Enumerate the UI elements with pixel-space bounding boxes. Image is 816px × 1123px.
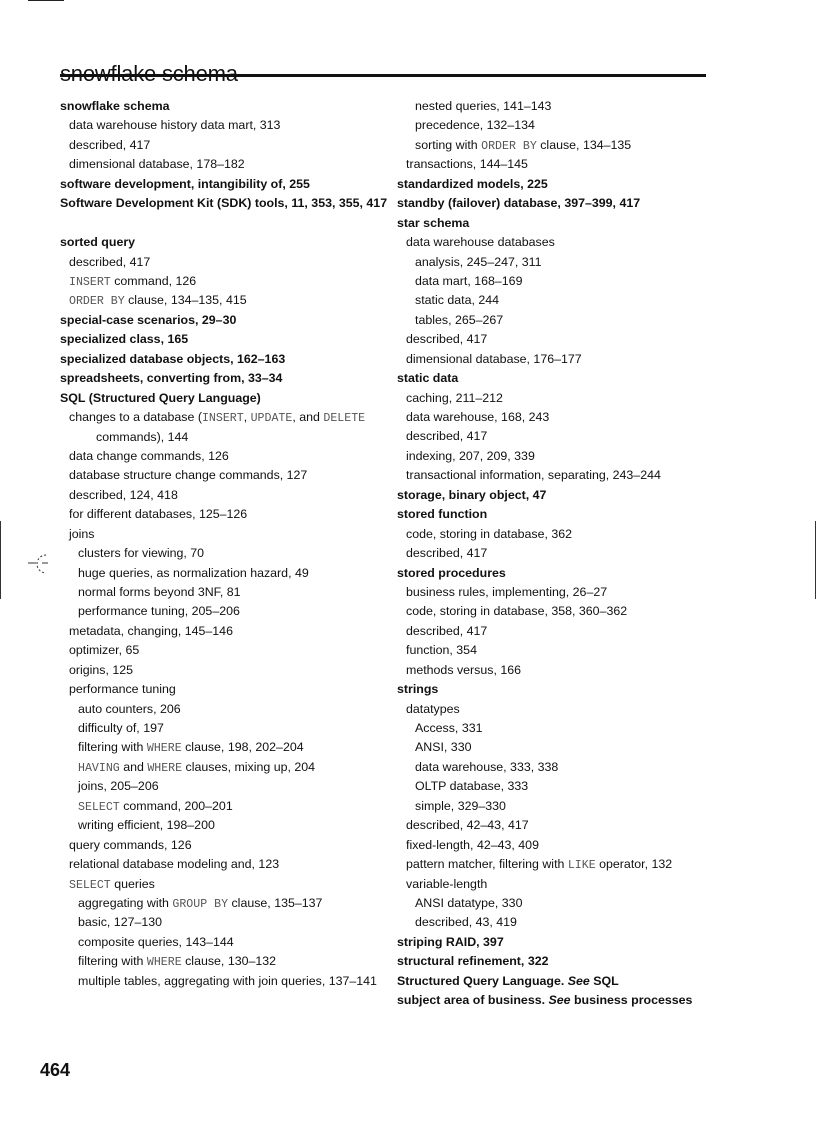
entry-text: star schema [397, 215, 470, 230]
entry-text: stored function [397, 507, 488, 522]
index-subentry [397, 272, 715, 291]
index-subentry [60, 777, 390, 796]
code-term: SELECT [69, 878, 111, 892]
entry-text: analysis, 245–247, 311 [415, 254, 542, 269]
code-term: LIKE [567, 859, 596, 873]
index-subentry [397, 253, 715, 272]
entry-text: stored procedures [397, 565, 506, 580]
entry-text: transactional information, separating, 243–244 [406, 468, 661, 483]
index-subentry [60, 661, 390, 680]
entry-text: huge queries, as normalization hazard, 49 [78, 565, 309, 580]
code-term: SELECT [78, 800, 120, 814]
header-rule [60, 74, 706, 77]
entry-text: auto counters, 206 [78, 701, 181, 716]
entry-text: variable-length [406, 876, 488, 891]
index-subentry [60, 933, 390, 952]
index-subentry [60, 894, 390, 913]
index-heading [60, 194, 390, 233]
index-subentry [60, 253, 390, 272]
index-subentry [60, 622, 390, 641]
index-subentry [397, 427, 715, 446]
entry-text: business processes [570, 993, 693, 1008]
entry-text: query commands, 126 [69, 837, 192, 852]
entry-text: special-case scenarios, 29–30 [60, 312, 237, 327]
entry-text: data warehouse databases [406, 235, 555, 250]
index-heading [397, 505, 715, 524]
entry-text: clause, 134–135 [536, 137, 632, 152]
registration-mark-icon [26, 553, 52, 577]
entry-text: nested queries, 141–143 [415, 99, 552, 113]
entry-text: data mart, 168–169 [415, 273, 523, 288]
index-subentry [397, 602, 715, 621]
code-term: GROUP BY [172, 897, 229, 911]
entry-text: difficulty of, 197 [78, 721, 164, 736]
index-subentry [397, 816, 715, 835]
entry-text: described, 417 [406, 429, 488, 444]
entry-text: optimizer, 65 [69, 643, 140, 658]
index-subentry [60, 525, 390, 544]
left-margin-mark [0, 521, 1, 599]
index-subentry [60, 641, 390, 660]
index-subentry [397, 583, 715, 602]
entry-text: precedence, 132–134 [415, 118, 535, 133]
index-subentry [60, 758, 390, 777]
entry-text: See [567, 973, 590, 988]
index-subentry [60, 719, 390, 738]
index-subentry [397, 894, 715, 913]
entry-text: storage, binary object, 47 [397, 487, 547, 502]
code-term: INSERT [69, 275, 111, 289]
entry-text: clause, 134–135, 415 [124, 293, 247, 308]
entry-text: changes to a database ( [69, 410, 202, 425]
entry-text: performance tuning [69, 682, 176, 697]
index-subentry [397, 700, 715, 719]
index-subentry [397, 311, 715, 330]
index-subentry [60, 952, 390, 971]
index-subentry [60, 875, 390, 894]
index-subentry [60, 544, 390, 563]
entry-text: fixed-length, 42–43, 409 [406, 837, 539, 852]
entry-text: tables, 265–267 [415, 312, 504, 327]
index-subentry [397, 719, 715, 738]
entry-text: code, storing in database, 358, 360–362 [406, 604, 628, 619]
entry-text: subject area of business. [397, 993, 549, 1008]
entry-text: operator, 132 [595, 857, 673, 872]
index-subentry [397, 622, 715, 641]
entry-text: methods versus, 166 [406, 662, 522, 677]
entry-text: described, 417 [406, 623, 488, 638]
entry-text: described, 124, 418 [69, 487, 178, 502]
entry-text: data warehouse, 333, 338 [415, 759, 559, 774]
index-heading [397, 486, 715, 505]
entry-text: static data [397, 371, 459, 386]
entry-text: caching, 211–212 [406, 390, 503, 405]
entry-text: sorted query [60, 235, 136, 250]
entry-text: command, 126 [110, 273, 197, 288]
entry-text: clauses, mixing up, 204 [182, 759, 316, 774]
entry-text: filtering with [78, 740, 147, 755]
entry-text: simple, 329–330 [415, 798, 506, 813]
index-heading [60, 311, 390, 330]
index-subentry [397, 389, 715, 408]
index-heading [397, 991, 715, 1010]
index-column-left [60, 97, 390, 1011]
index-subentry [397, 544, 715, 563]
index-subentry [397, 855, 715, 874]
index-subentry [397, 797, 715, 816]
code-term: WHERE [147, 761, 183, 775]
entry-text: relational database modeling and, 123 [69, 857, 280, 872]
entry-text: Structured Query Language. [397, 973, 568, 988]
index-heading [397, 214, 715, 233]
entry-text: business rules, implementing, 26–27 [406, 584, 608, 599]
index-subentry [397, 116, 715, 135]
index-heading [60, 97, 390, 116]
top-crop-rule [28, 0, 64, 1]
index-subentry [397, 233, 715, 252]
index-heading [397, 933, 715, 952]
entry-text: structural refinement, 322 [397, 954, 549, 969]
entry-text: multiple tables, aggregating with join queries, 137–141 [78, 973, 377, 988]
entry-text: Access, 331 [415, 721, 483, 735]
entry-text: described, 417 [406, 546, 488, 561]
index-subentry [397, 136, 715, 155]
index-subentry [60, 836, 390, 855]
entry-text: striping RAID, 397 [397, 934, 504, 949]
code-term: HAVING [78, 761, 120, 775]
entry-text: See [548, 993, 571, 1008]
index-subentry [397, 777, 715, 796]
index-subentry [397, 525, 715, 544]
entry-text: database structure change commands, 127 [69, 468, 308, 483]
index-heading [397, 680, 715, 699]
entry-text: described, 417 [69, 137, 151, 152]
index-subentry [397, 875, 715, 894]
entry-text: joins, 205–206 [78, 779, 159, 794]
index-heading [397, 194, 715, 213]
entry-text: writing efficient, 198–200 [78, 818, 215, 833]
index-subentry [60, 602, 390, 621]
entry-text: described, 417 [406, 332, 488, 347]
code-term: INSERT [201, 412, 244, 426]
index-subentry [60, 564, 390, 583]
entry-text: basic, 127–130 [78, 915, 163, 930]
entry-text: datatypes [406, 701, 460, 716]
entry-text: filtering with [78, 954, 147, 969]
index-subentry [60, 116, 390, 135]
entry-text: code, storing in database, 362 [406, 526, 573, 541]
entry-text: specialized class, 165 [60, 332, 189, 347]
index-heading [60, 330, 390, 349]
index-subentry [60, 408, 390, 447]
index-subentry [60, 583, 390, 602]
entry-text: clause, 198, 202–204 [181, 740, 304, 755]
index-subentry [60, 680, 390, 699]
index-subentry [60, 486, 390, 505]
index-subentry [60, 155, 390, 174]
entry-text: ANSI, 330 [415, 740, 472, 755]
entry-text: spreadsheets, converting from, 33–34 [60, 371, 283, 386]
index-subentry [60, 797, 390, 816]
entry-text: function, 354 [406, 643, 477, 658]
index-subentry [397, 836, 715, 855]
entry-text: clause, 135–137 [228, 895, 323, 910]
entry-text: clusters for viewing, 70 [78, 546, 205, 561]
entry-text: , [243, 410, 251, 425]
entry-text: transactions, 144–145 [406, 157, 528, 172]
index-subentry [60, 816, 390, 835]
entry-text: software development, intangibility of, 255 [60, 176, 310, 191]
index-subentry [60, 272, 390, 291]
index-heading [60, 350, 390, 369]
code-term: WHERE [146, 742, 182, 756]
entry-text: aggregating with [78, 895, 173, 910]
entry-text: origins, 125 [69, 662, 134, 677]
entry-text: strings [397, 682, 439, 697]
index-subentry [60, 466, 390, 485]
entry-text: data warehouse history data mart, 313 [69, 118, 281, 133]
index-subentry [397, 738, 715, 757]
index-subentry [397, 758, 715, 777]
index-heading [60, 369, 390, 388]
entry-text: , and [292, 410, 324, 425]
index-subentry [60, 855, 390, 874]
entry-text: described, 42–43, 417 [406, 818, 529, 833]
code-term: UPDATE [250, 412, 293, 426]
entry-text: joins [69, 526, 95, 541]
index-subentry [397, 350, 715, 369]
entry-text: normal forms beyond 3NF, 81 [78, 584, 241, 599]
index-subentry [397, 97, 715, 116]
entry-text: and [119, 759, 148, 774]
index-heading [397, 369, 715, 388]
entry-text: SQL (Structured Query Language) [60, 390, 261, 405]
entry-text: performance tuning, 205–206 [78, 604, 240, 619]
index-subentry [397, 466, 715, 485]
index-subentry [60, 447, 390, 466]
index-heading [397, 175, 715, 194]
index-heading [60, 389, 390, 408]
code-term: DELETE [323, 412, 366, 426]
entry-text: data change commands, 126 [69, 448, 229, 463]
index-subentry [397, 661, 715, 680]
entry-text: sorting with [415, 137, 482, 152]
index-subentry [397, 155, 715, 174]
index-heading [397, 564, 715, 583]
index-subentry [60, 972, 390, 1011]
entry-text: pattern matcher, filtering with [406, 857, 568, 872]
index-subentry [60, 738, 390, 757]
index-subentry [397, 330, 715, 349]
code-term: ORDER BY [69, 295, 125, 309]
entry-text: Software Development Kit (SDK) tools, 11, 353, 355, 417 [60, 196, 388, 211]
index-subentry [397, 291, 715, 310]
entry-text: for different databases, 125–126 [69, 507, 248, 522]
entry-text: metadata, changing, 145–146 [69, 623, 233, 638]
index-subentry [60, 913, 390, 932]
entry-text: specialized database objects, 162–163 [60, 351, 286, 366]
index-subentry [397, 447, 715, 466]
index-subentry [397, 641, 715, 660]
entry-text: data warehouse, 168, 243 [406, 410, 550, 424]
index-subentry [397, 913, 715, 932]
entry-text: SQL [589, 973, 619, 988]
index-subentry [60, 291, 390, 310]
entry-text: composite queries, 143–144 [78, 934, 234, 949]
entry-text: snowflake schema [60, 99, 170, 113]
index-column-right [397, 97, 715, 1011]
entry-text: indexing, 207, 209, 339 [406, 448, 535, 463]
entry-text: standardized models, 225 [397, 176, 548, 191]
entry-text: commands), 144 [96, 430, 189, 445]
index-subentry [60, 136, 390, 155]
index-subentry [397, 408, 715, 427]
code-term: ORDER BY [481, 139, 537, 153]
entry-text: dimensional database, 178–182 [69, 157, 245, 172]
entry-text: dimensional database, 176–177 [406, 351, 582, 366]
page-number: 464 [40, 1060, 71, 1080]
index-heading [60, 233, 390, 252]
entry-text: queries [110, 876, 155, 891]
entry-text: ANSI datatype, 330 [415, 895, 523, 910]
index-heading [397, 952, 715, 971]
index-heading [60, 175, 390, 194]
entry-text: command, 200–201 [119, 798, 233, 813]
entry-text: standby (failover) database, 397–399, 417 [397, 196, 641, 211]
entry-text: described, 417 [69, 254, 151, 269]
index-subentry [60, 700, 390, 719]
entry-text: OLTP database, 333 [415, 779, 529, 794]
index-heading [397, 972, 715, 991]
code-term: WHERE [146, 956, 182, 970]
entry-text: static data, 244 [415, 293, 500, 308]
index-subentry [60, 505, 390, 524]
entry-text: clause, 130–132 [181, 954, 277, 969]
entry-text: described, 43, 419 [415, 915, 517, 930]
